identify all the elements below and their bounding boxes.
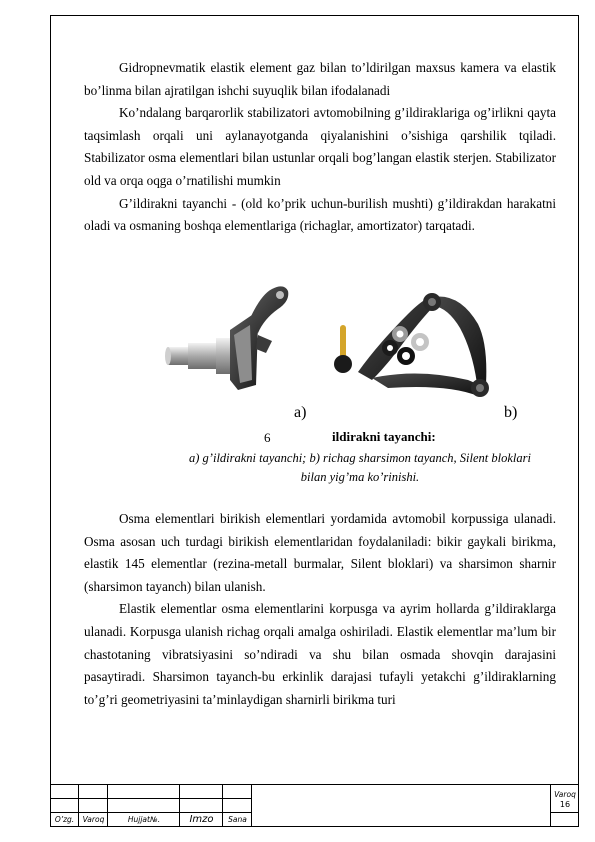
- label-imzo: Imzo: [189, 814, 214, 825]
- label-ozg: O’zg.: [54, 815, 75, 824]
- paragraph-2: Ko’ndalang barqarorlik stabilizatori avtomobilning g’ildiraklariga og’irlikni qayta taqsimlash orqali uni aylanayotganda qiyalanishini o’sishiga qarshilik tqiladi. Stabilizator osma elementlari bilan ustunlar orqali bog’langan elastik sterjen. Stabilizator old va orqa oqga o’rnatilishi mumkin: [84, 105, 556, 188]
- paragraph-4: Osma elementlari birikish elementlari yordamida avtomobil korpussiga ulanadi. Osma asosan uch turdagi birikish elementlaridan foydalaniladi: bikir gaykali birikma, elastik 145 elementlar (rezina-metall burmalar, Silent bloklari) va sharsimon sharnir (sharsimon tayanch) bilan ulanish.: [84, 511, 556, 594]
- title-block-page-line: [551, 812, 579, 813]
- label-varoq-right: Varoq: [554, 790, 576, 799]
- label-hujjat: Hujjat№.: [127, 815, 161, 824]
- figure-subcaption-line2: bilan yig’ma ko’rinishi.: [300, 470, 420, 484]
- paragraph-1: Gidropnevmatik elastik element gaz bilan to’ldirilgan maxsus kamera va elastik bo’linma bilan ajratilgan ishchi suyuqlik bilan ifodalanadi: [84, 60, 556, 98]
- figure-subcaption-line1: a) g’ildirakni tayanchi; b) richag sharsimon tayanch, Silent bloklari: [189, 451, 531, 465]
- figure-label-b: b): [504, 404, 518, 421]
- text-block-bottom: [84, 508, 556, 711]
- figure-number: 6: [264, 430, 271, 445]
- text-block-top: [84, 57, 556, 238]
- label-sana: Sana: [228, 815, 247, 824]
- label-varoq: Varoq: [82, 815, 105, 824]
- steering-knuckle-image: [160, 285, 310, 395]
- figure-label-a: a): [294, 404, 307, 421]
- title-block: [50, 784, 579, 827]
- figure-title: ildirakni tayanchi:: [332, 429, 436, 444]
- col-main: [252, 784, 551, 827]
- page-number: 16: [559, 800, 571, 809]
- paragraph-3: G’ildirakni tayanchi - (old ko’prik uchun-burilish mushti) g’ildirakdan harakatni oladi va osmaning boshqa elementlariga (richaglar, amortizator) tarqatadi.: [84, 195, 556, 234]
- paragraph-5: Elastik elementlar osma elementlarini korpusga va ayrim hollarda g’ildiraklarga ulanadi. Korpusga ulanish richag orqali amalga oshiriladi. Elastik elementlar ma’lum bir chastotaning vibratsiyasini so’ndiradi va shu bilan osmada shovqin darajasini pasaytiradi. Sharsimon tayanch-bu erkinlik darajasi tufayli yetakchi g’ildiraklarning to’g’ri geometriyasini ta’minlaydigan sharnirli birikma turi: [84, 601, 556, 707]
- control-arm-image: [328, 284, 528, 399]
